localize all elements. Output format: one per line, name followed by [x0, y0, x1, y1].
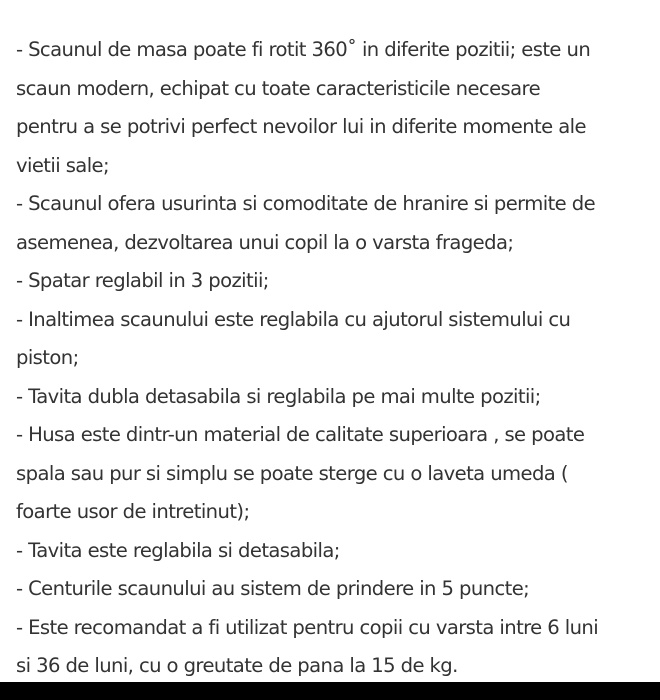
description-line: spala sau pur si simplu se poate sterge cu o laveta umeda ( — [16, 461, 568, 485]
description-line: foarte usor de intretinut); — [16, 500, 250, 523]
description-line: - Inaltimea scaunului este reglabila cu ajutorul sistemului cu — [16, 307, 571, 331]
bottom-black-bar — [0, 682, 660, 700]
description-line: piston; — [16, 346, 79, 369]
description-line: asemenea, dezvoltarea unui copil la o varsta frageda; — [16, 230, 514, 254]
description-line: pentru a se potrivi perfect nevoilor lui in diferite momente ale — [16, 115, 586, 138]
description-line: - Spatar reglabil in 3 pozitii; — [16, 269, 269, 292]
description-line: si 36 de luni, cu o greutate de pana la 15 de kg. — [16, 654, 458, 677]
description-line: - Este recomandat a fi utilizat pentru copii cu varsta intre 6 luni — [16, 615, 599, 639]
description-line: - Tavita este reglabila si detasabila; — [16, 538, 340, 562]
description-line: vietii sale; — [16, 153, 110, 177]
product-description — [16, 31, 650, 686]
description-line: scaun modern, echipat cu toate caracteristicile necesare — [16, 76, 541, 100]
description-line: - Scaunul de masa poate fi rotit 360˚ in diferite pozitii; este un — [16, 38, 591, 61]
description-line: - Centurile scaunului au sistem de prindere in 5 puncte; — [16, 577, 530, 600]
description-line: - Tavita dubla detasabila si reglabila pe mai multe pozitii; — [16, 384, 541, 408]
description-line: - Husa este dintr-un material de calitate superioara , se poate — [16, 423, 585, 446]
description-line: - Scaunul ofera usurinta si comoditate de hranire si permite de — [16, 192, 596, 215]
